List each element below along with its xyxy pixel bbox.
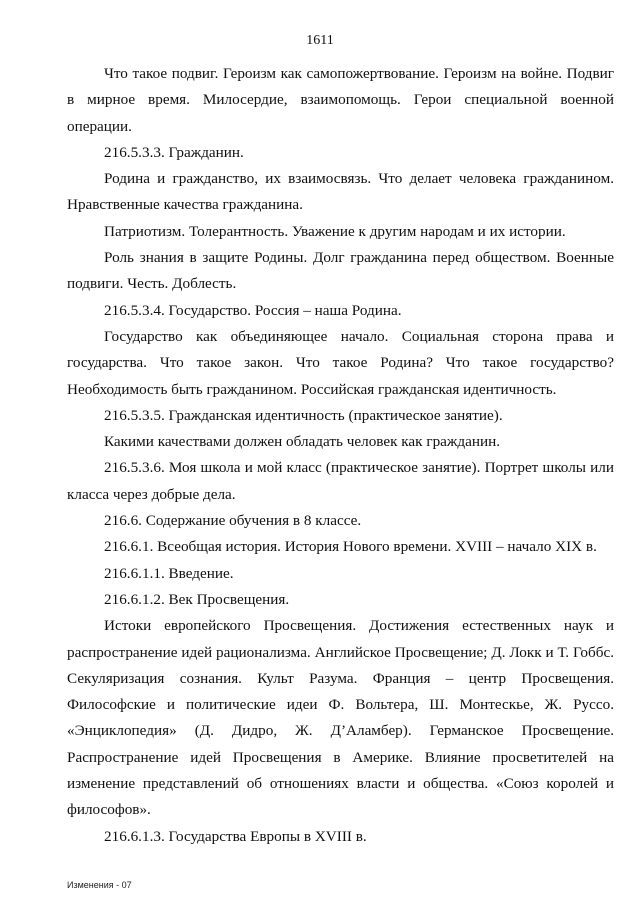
paragraph-knowledge-duty: Роль знания в защите Родины. Долг гражданина перед обществом. Военные подвиги. Честь. Доблесть. xyxy=(67,249,614,293)
heading-citizen: 216.5.3.3. Гражданин. xyxy=(104,143,244,161)
heading-civic-identity: 216.5.3.5. Гражданская идентичность (практическое занятие). xyxy=(104,406,503,424)
heading-european-states: 216.6.1.3. Государства Европы в XVIII в. xyxy=(104,827,367,845)
paragraph-patriotism: Патриотизм. Толерантность. Уважение к другим народам и их истории. xyxy=(104,222,566,240)
paragraph-enlightenment: Истоки европейского Просвещения. Достижения естественных наук и распространение идей рационализма. Английское Просвещение; Д. Локк и Т. Гоббс. Секуляризация сознания. Культ Разума. Франция – центр Просвещения. Философские и политические идеи Ф. Вольтера, Ш. Монтескье, Ж. Руссо. «Энциклопедия» (Д. Дидро, Ж. Д’Аламбер). Германское Просвещение. Распространение идей Просвещения в Америке. Влияние просветителей на изменение представлений об отношениях власти и общества. «Союз королей и философов». xyxy=(67,617,614,819)
heading-my-school: 216.5.3.6. Моя школа и мой класс (практическое занятие). Портрет школы или класса через добрые дела. xyxy=(67,459,614,503)
paragraph-citizen-qualities: Какими качествами должен обладать человек как гражданин. xyxy=(104,433,501,451)
heading-grade-8: 216.6. Содержание обучения в 8 классе. xyxy=(104,512,362,530)
page-number: 1611 xyxy=(306,33,334,48)
document-body xyxy=(67,61,614,850)
heading-state-russia: 216.5.3.4. Государство. Россия – наша Родина. xyxy=(104,301,402,319)
paragraph-heroism: Что такое подвиг. Героизм как самопожертвование. Героизм на войне. Подвиг в мирное время. Милосердие, взаимопомощь. Герои специальной военной операции. xyxy=(67,65,614,135)
paragraph-homeland-citizenship: Родина и гражданство, их взаимосвязь. Что делает человека гражданином. Нравственные качества гражданина. xyxy=(67,170,614,214)
footer-revision-note: Изменения - 07 xyxy=(67,880,132,890)
heading-enlightenment: 216.6.1.2. Век Просвещения. xyxy=(104,590,290,608)
heading-world-history: 216.6.1. Всеобщая история. История Нового времени. XVIII – начало XIX в. xyxy=(104,538,597,556)
heading-introduction: 216.6.1.1. Введение. xyxy=(104,564,234,582)
paragraph-state: Государство как объединяющее начало. Социальная сторона права и государства. Что такое закон. Что такое Родина? Что такое государство? Необходимость быть гражданином. Российская гражданская идентичность. xyxy=(67,327,614,398)
